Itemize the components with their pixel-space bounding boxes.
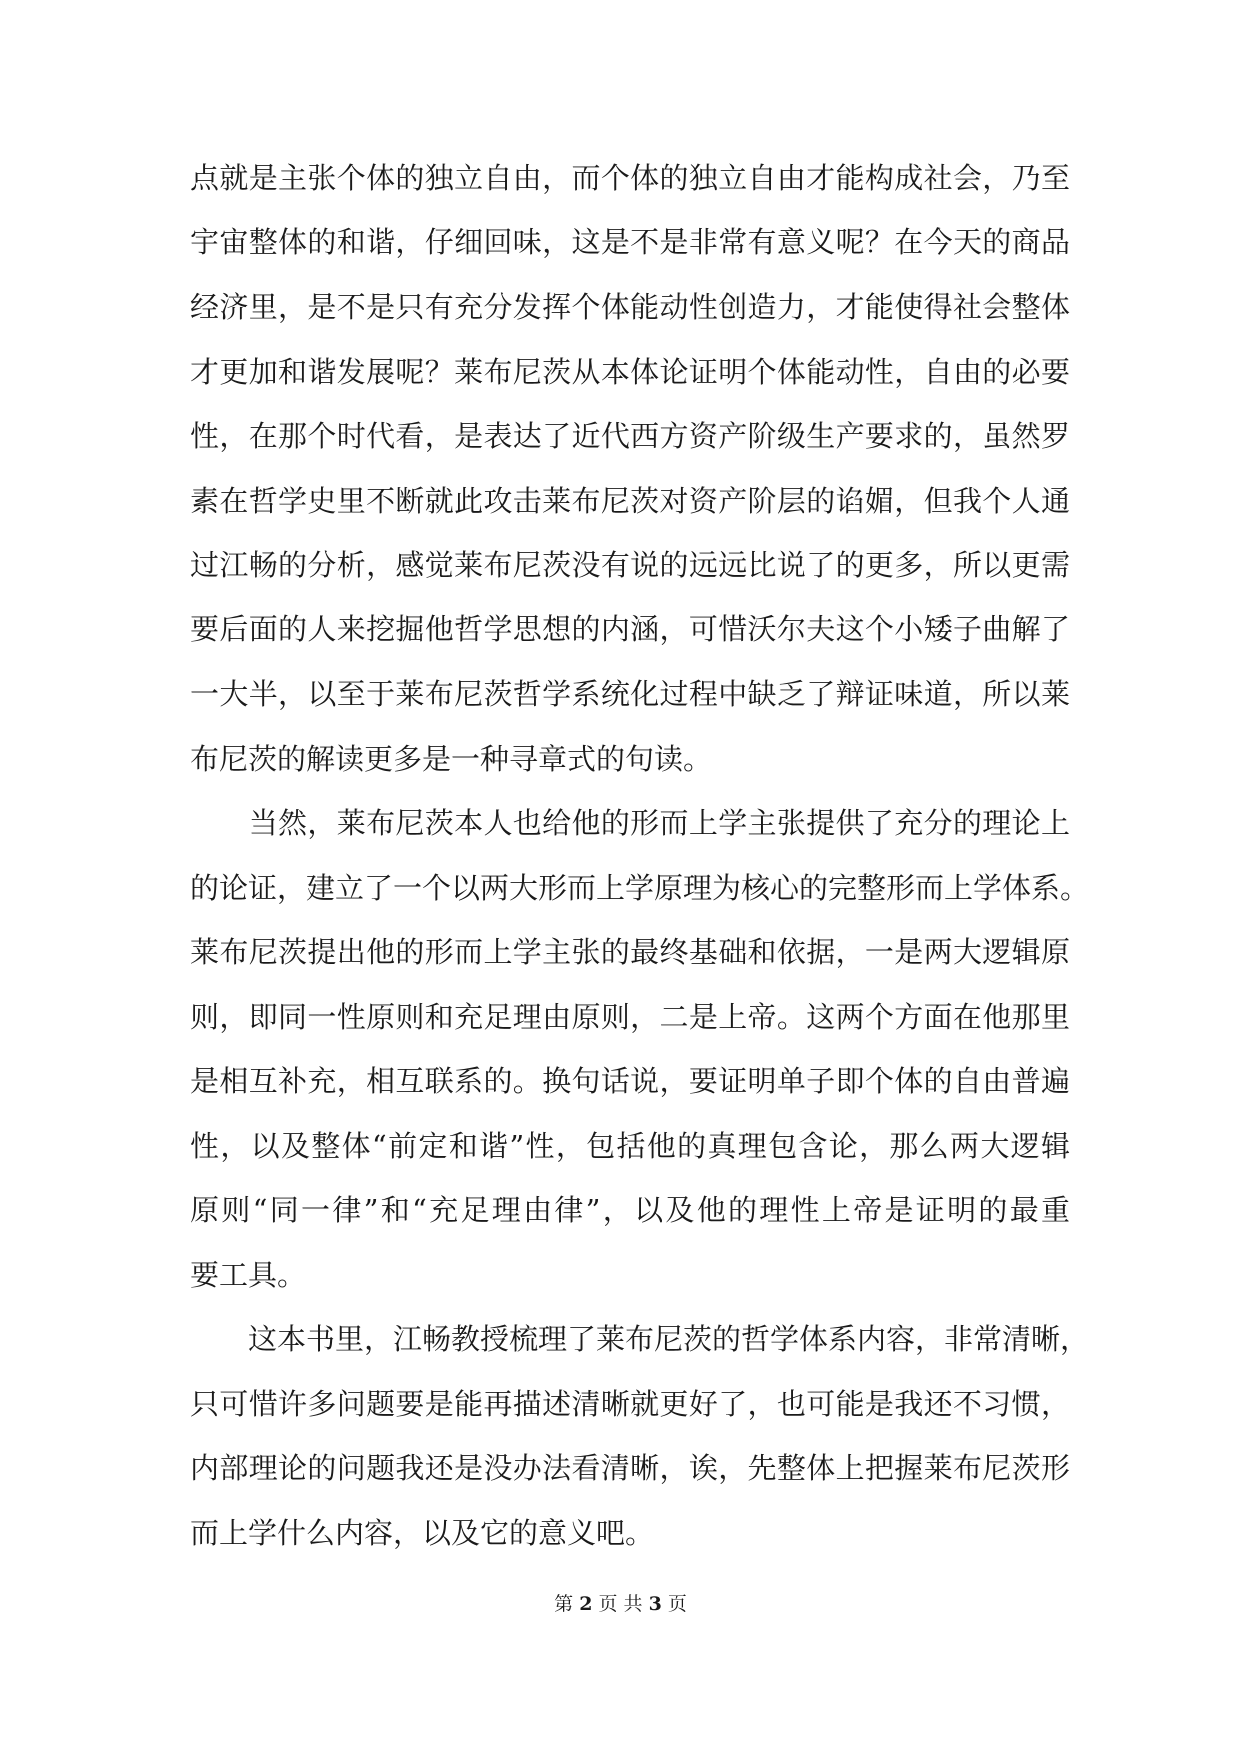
text-line: 点就是主张个体的独立自由，而个体的独立自由才能构成社会，乃至 bbox=[190, 161, 1070, 195]
text-line: 要工具。 bbox=[190, 1258, 307, 1292]
text-line: 是相互补充，相互联系的。换句话说，要证明单子即个体的自由普遍 bbox=[190, 1064, 1070, 1098]
text-line: 只可惜许多问题要是能再描述清晰就更好了，也可能是我还不习惯， bbox=[190, 1387, 1070, 1421]
text-line: 要后面的人来挖掘他哲学思想的内涵，可惜沃尔夫这个小矮子曲解了 bbox=[190, 612, 1070, 646]
text-line: 性，在那个时代看，是表达了近代西方资产阶级生产要求的，虽然罗 bbox=[190, 419, 1070, 453]
text-line: 原则“同一律”和“充足理由律”，以及他的理性上帝是证明的最重 bbox=[190, 1193, 1070, 1227]
text-line: 则，即同一性原则和充足理由原则，二是上帝。这两个方面在他那里 bbox=[190, 1000, 1070, 1034]
text-line: 内部理论的问题我还是没办法看清晰，诶，先整体上把握莱布尼茨形 bbox=[190, 1451, 1070, 1485]
text-line: 莱布尼茨提出他的形而上学主张的最终基础和依据，一是两大逻辑原 bbox=[190, 935, 1070, 969]
footer-suffix: 页 bbox=[667, 1593, 687, 1615]
text-line: 宇宙整体的和谐，仔细回味，这是不是非常有意义呢？在今天的商品 bbox=[190, 225, 1070, 259]
footer-middle: 页 共 bbox=[598, 1593, 643, 1615]
text-line: 才更加和谐发展呢？莱布尼茨从本体论证明个体能动性，自由的必要 bbox=[190, 355, 1070, 389]
total-pages-number: 3 bbox=[648, 1593, 662, 1615]
current-page-number: 2 bbox=[579, 1593, 593, 1615]
text-line: 性，以及整体“前定和谐”性，包括他的真理包含论，那么两大逻辑 bbox=[190, 1129, 1070, 1163]
text-line: 而上学什么内容，以及它的意义吧。 bbox=[190, 1516, 655, 1550]
text-line: 一大半，以至于莱布尼茨哲学系统化过程中缺乏了辩证味道，所以莱 bbox=[190, 677, 1070, 711]
text-line: 这本书里，江畅教授梳理了莱布尼茨的哲学体系内容，非常清晰， bbox=[190, 1322, 1090, 1356]
page-footer bbox=[0, 1591, 1241, 1617]
text-line: 素在哲学史里不断就此攻击莱布尼茨对资产阶层的谄媚，但我个人通 bbox=[190, 484, 1070, 518]
text-line: 当然，莱布尼茨本人也给他的形而上学主张提供了充分的理论上 bbox=[190, 806, 1070, 840]
footer-prefix: 第 bbox=[554, 1593, 574, 1615]
text-line: 布尼茨的解读更多是一种寻章式的句读。 bbox=[190, 742, 713, 776]
text-line: 经济里，是不是只有充分发挥个体能动性创造力，才能使得社会整体 bbox=[190, 290, 1070, 324]
text-line: 的论证，建立了一个以两大形而上学原理为核心的完整形而上学体系。 bbox=[190, 871, 1090, 905]
text-line: 过江畅的分析，感觉莱布尼茨没有说的远远比说了的更多，所以更需 bbox=[190, 548, 1070, 582]
